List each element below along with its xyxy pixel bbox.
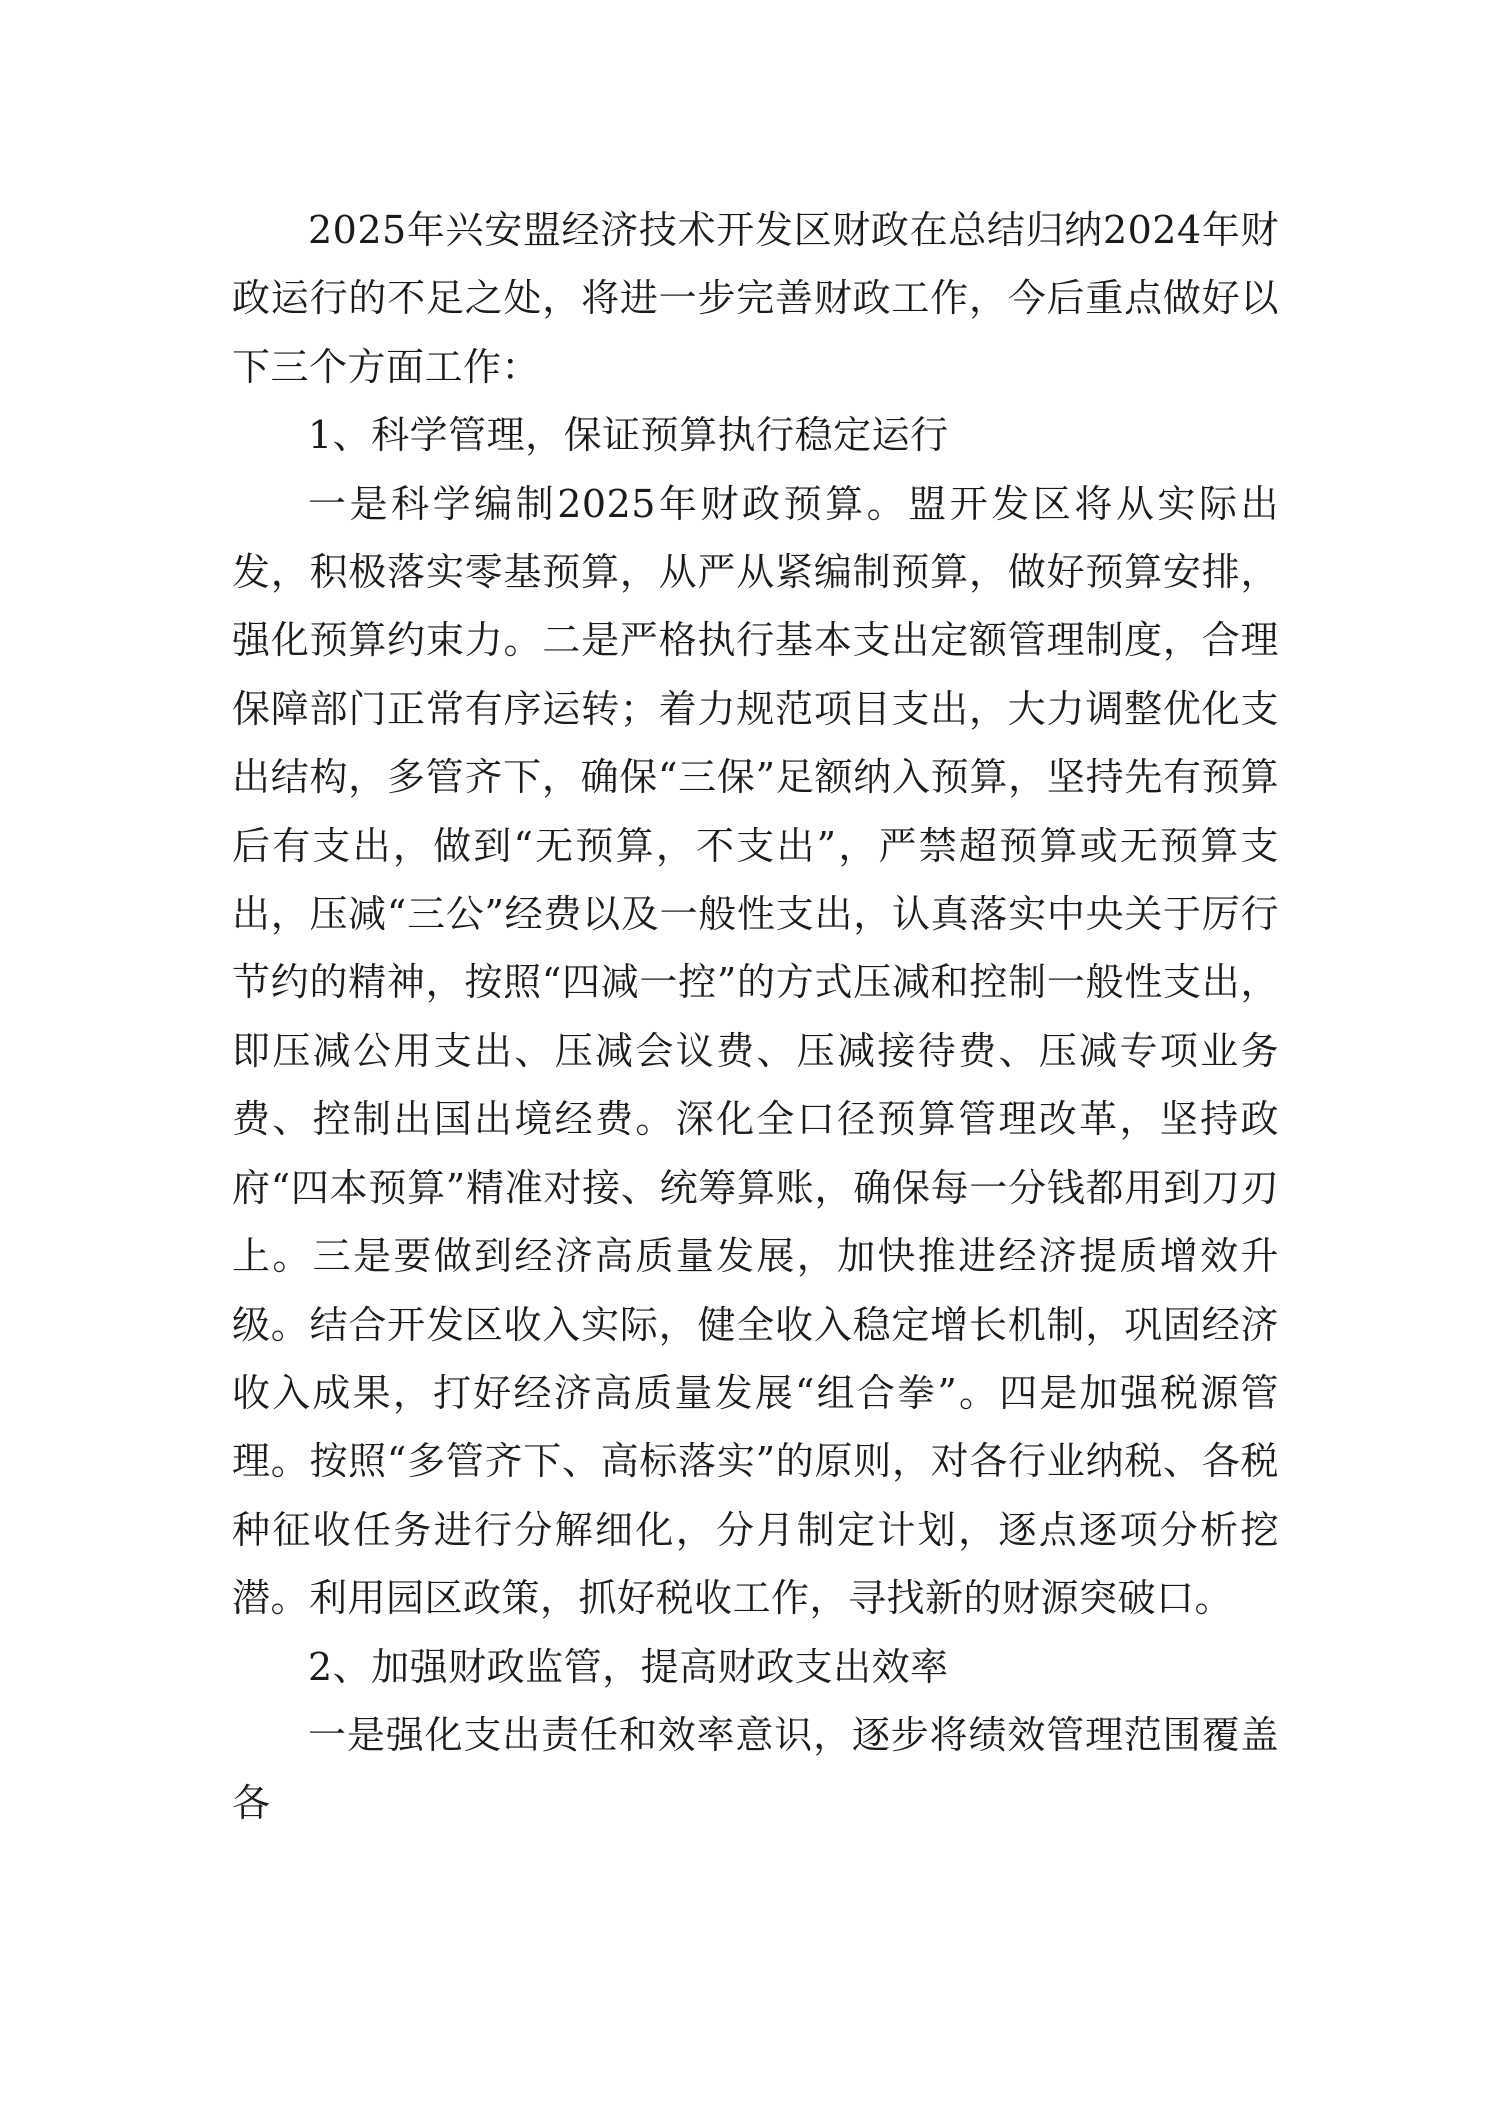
intro-paragraph: 2025年兴安盟经济技术开发区财政在总结归纳2024年财政运行的不足之处，将进一步完善财政工作，今后重点做好以下三个方面工作： (232, 208, 1279, 389)
section-2-paragraph: 一是强化支出责任和效率意识，逐步将绩效管理范围覆盖各 (232, 1712, 1279, 1826)
document-body (232, 196, 1279, 1838)
section-heading-1: 1、科学管理，保证预算执行稳定运行 (308, 413, 949, 458)
section-1-paragraph: 一是科学编制2025年财政预算。盟开发区将从实际出发，积极落实零基预算，从严从紧编制预算，做好预算安排，强化预算约束力。二是严格执行基本支出定额管理制度，合理保障部门正常有序运转；着力规范项目支出，大力调整优化支出结构，多管齐下，确保“三保”足额纳入预算，坚持先有预算后有支出，做到“无预算，不支出”，严禁超预算或无预算支出，压减“三公”经费以及一般性支出，认真落实中央关于厉行节约的精神，按照“四减一控”的方式压减和控制一般性支出，即压减公用支出、压减会议费、压减接待费、压减专项业务费、控制出国出境经费。深化全口径预算管理改革，坚持政府“四本预算”精准对接、统筹算账，确保每一分钱都用到刀刃上。三是要做到经济高质量发展，加快推进经济提质增效升级。结合开发区收入实际，健全收入稳定增长机制，巩固经济收入成果，打好经济高质量发展“组合拳”。四是加强税源管理。按照“多管齐下、高标落实”的原则，对各行业纳税、各税种征收任务进行分解细化，分月制定计划，逐点逐项分析挖潜。利用园区政策，抓好税收工作，寻找新的财源突破口。 (232, 481, 1279, 1621)
section-heading-2: 2、加强财政监管，提高财政支出效率 (308, 1644, 949, 1689)
